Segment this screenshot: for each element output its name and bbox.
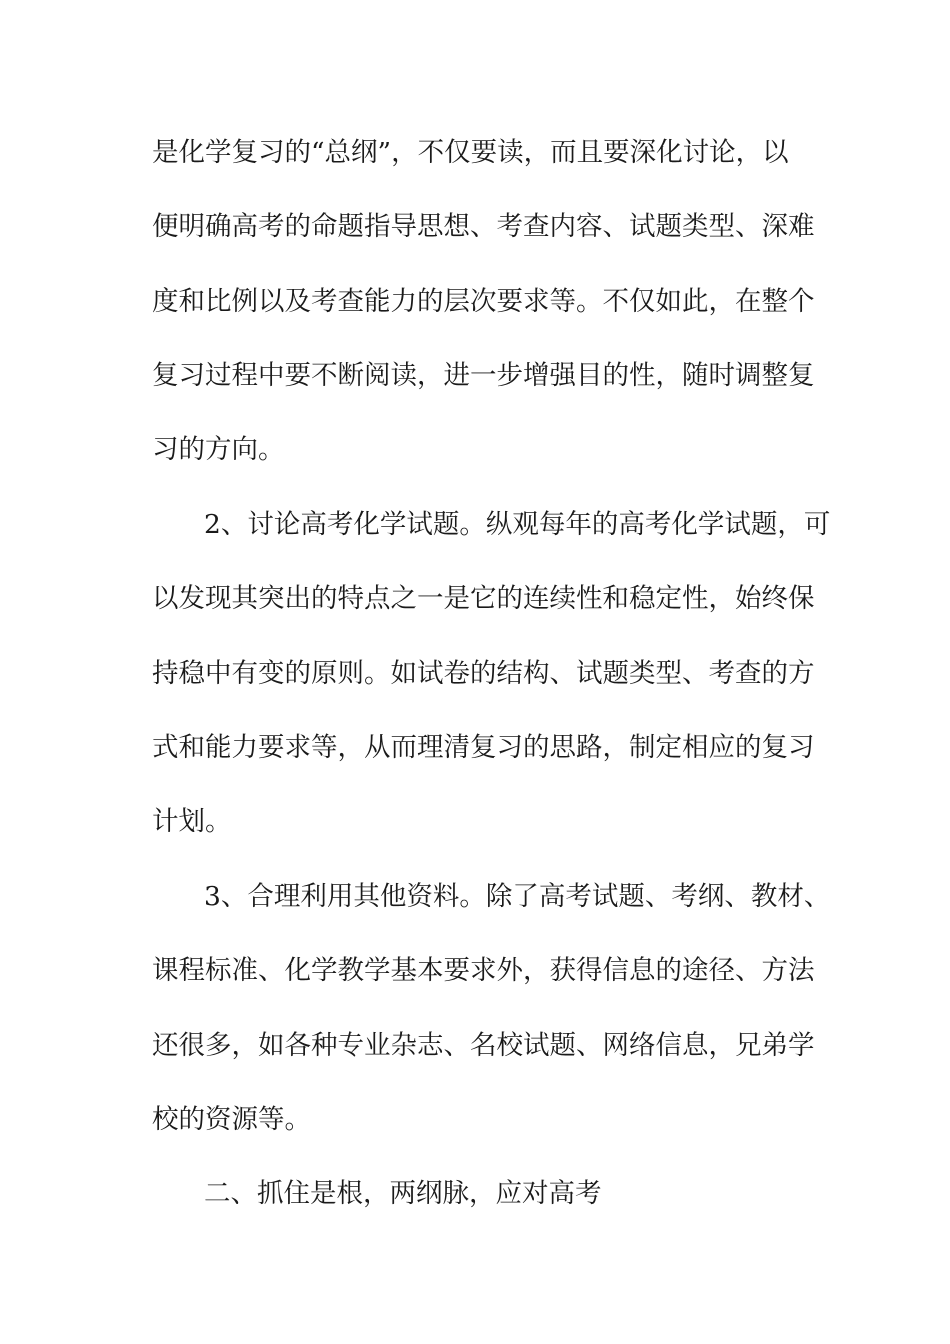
paragraph-start-line: 3、合理利用其他资料。除了高考试题、考纲、教材、 bbox=[204, 881, 831, 912]
text-line: 度和比例以及考查能力的层次要求等。不仅如此，在整个 bbox=[152, 286, 815, 317]
paragraph-start-line: 2、讨论高考化学试题。纵观每年的高考化学试题，可 bbox=[204, 509, 831, 540]
text-line: 还很多，如各种专业杂志、名校试题、网络信息，兄弟学 bbox=[152, 1030, 815, 1061]
text-line: 校的资源等。 bbox=[152, 1104, 311, 1135]
text-line: 持稳中有变的原则。如试卷的结构、试题类型、考查的方 bbox=[152, 658, 815, 689]
text-line: 习的方向。 bbox=[152, 434, 285, 465]
text-line: 便明确高考的命题指导思想、考查内容、试题类型、深难 bbox=[152, 211, 815, 242]
text-line: 是化学复习的“总纲”，不仅要读，而且要深化讨论，以 bbox=[152, 137, 789, 168]
text-line: 式和能力要求等，从而理清复习的思路，制定相应的复习 bbox=[152, 732, 815, 763]
section-heading: 二、抓住是根，两纲脉，应对高考 bbox=[204, 1178, 602, 1209]
text-line: 以发现其突出的特点之一是它的连续性和稳定性，始终保 bbox=[152, 583, 815, 614]
text-line: 复习过程中要不断阅读，进一步增强目的性，随时调整复 bbox=[152, 360, 815, 391]
text-line: 课程标准、化学教学基本要求外，获得信息的途径、方法 bbox=[152, 955, 815, 986]
text-line: 计划。 bbox=[152, 806, 232, 837]
